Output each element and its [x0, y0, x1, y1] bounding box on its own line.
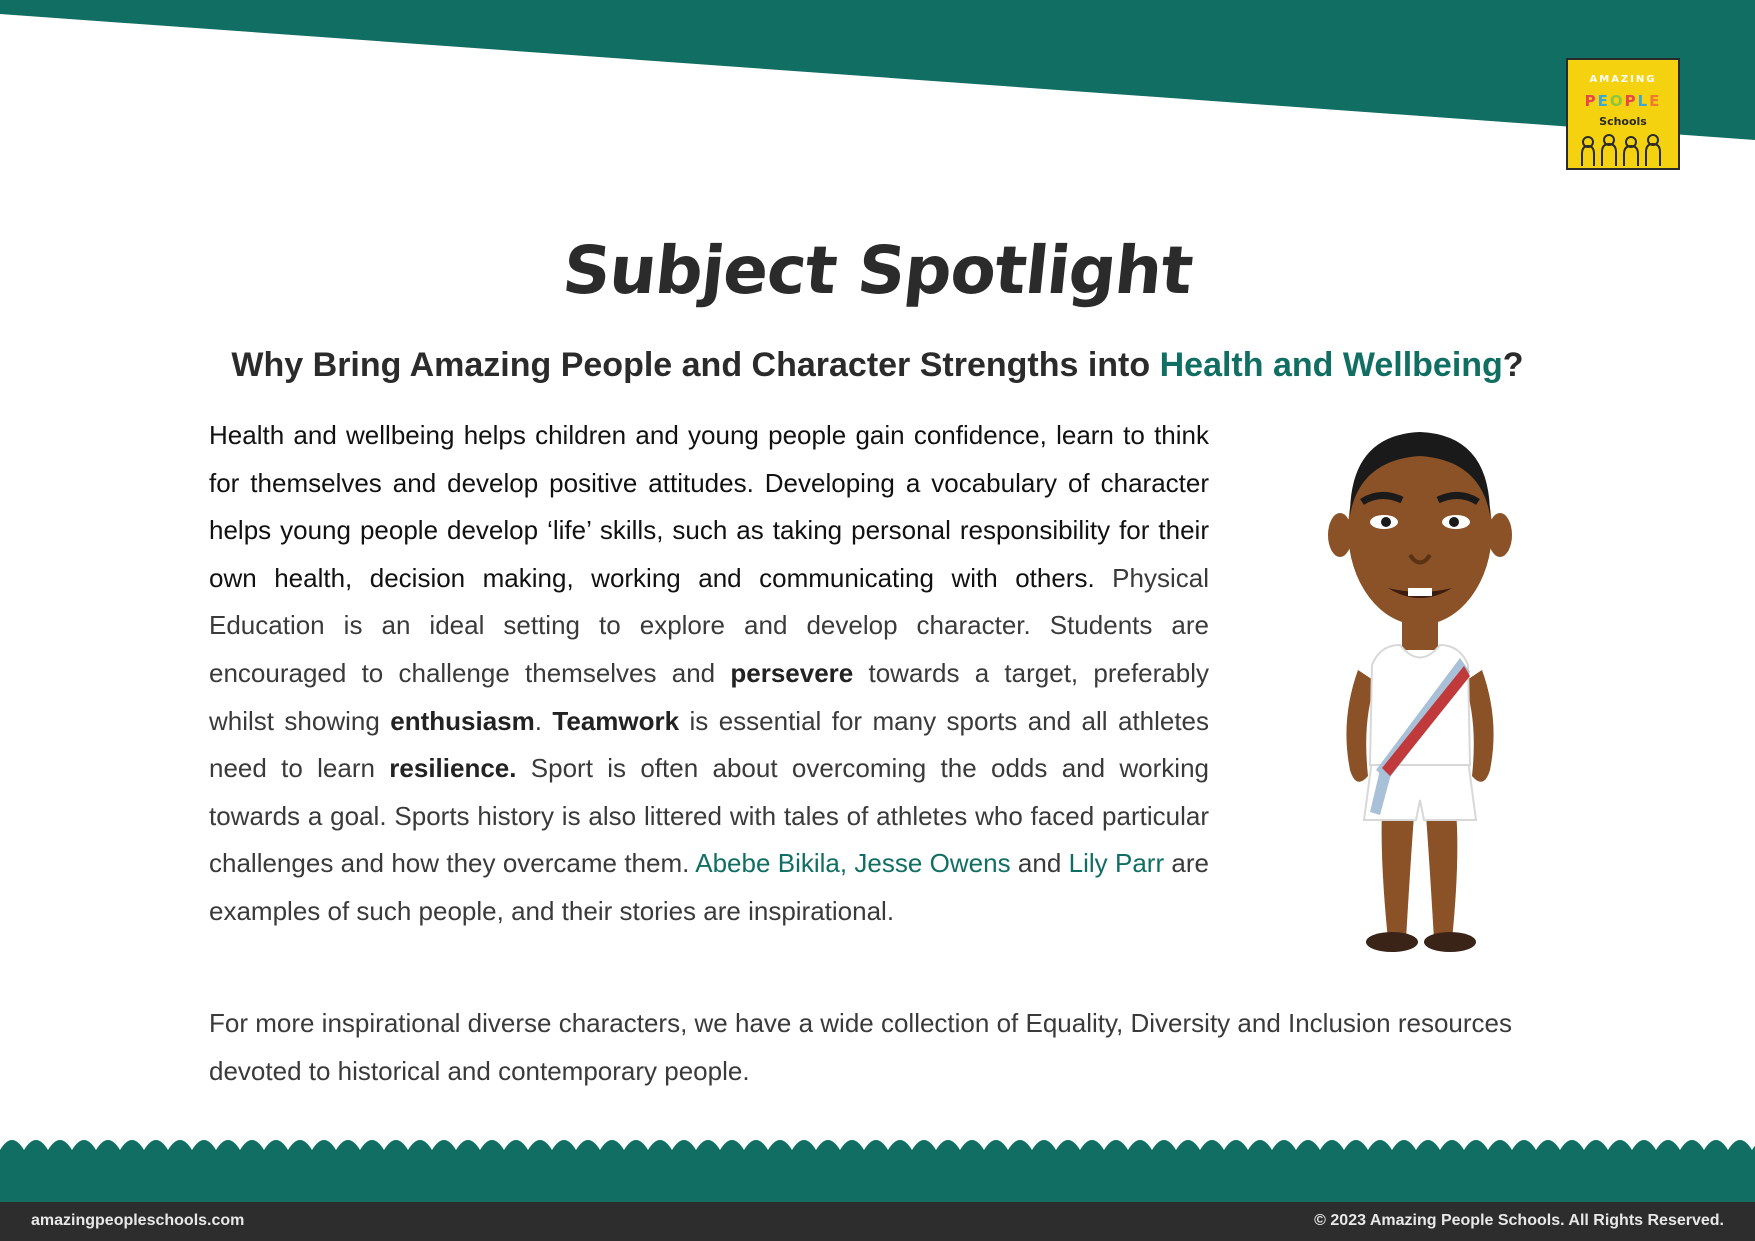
keyword-persevere: persevere: [730, 657, 854, 688]
ending-text: are examples of such people, and their stories are inspirational.: [209, 848, 1210, 926]
amazing-people-schools-logo: [1566, 58, 1680, 170]
footer-wave-band: [0, 1130, 1755, 1202]
subtitle-suffix: ?: [1502, 346, 1524, 384]
subtitle-highlight: Health and Wellbeing: [1159, 346, 1503, 384]
pe-text-4: is essential for many sports and all athletes need to learn: [209, 705, 1210, 784]
keyword-resilience: resilience.: [389, 753, 517, 784]
people-link-bikila-owens[interactable]: Abebe Bikila, Jesse Owens: [695, 848, 1011, 879]
logo-line-people: PEOPLE: [1584, 92, 1662, 110]
footer-website[interactable]: amazingpeopleschools.com: [31, 1212, 245, 1229]
footer-copyright: © 2023 Amazing People Schools. All Rights Reserved.: [1314, 1212, 1724, 1229]
main-paragraph: [209, 412, 1209, 936]
page-title: Subject Spotlight: [559, 232, 1196, 309]
logo-line-schools: Schools: [1599, 115, 1647, 128]
keyword-teamwork: Teamwork: [552, 705, 680, 736]
header-teal-band: [0, 0, 1755, 150]
page-subtitle: [0, 346, 1755, 385]
pe-text-5: Sport is often about overcoming the odds and working towards a goal. Sports history is also littered with tales of athletes who faced particular challenges and how they overcame them.: [209, 753, 1209, 879]
subtitle-prefix: Why Bring Amazing People and Character Strengths into: [231, 346, 1160, 384]
intro-text: Health and wellbeing helps children and young people gain confidence, learn to think for themselves and develop positive attitudes. Developing a vocabulary of character helps young people develop ‘life’ skills, such as taking personal responsibility for their own health, decision making, working and communicating with others.: [209, 420, 1209, 593]
people-link-lily-parr[interactable]: Lily Parr: [1068, 848, 1165, 879]
pe-text-3: .: [534, 705, 553, 736]
keyword-enthusiasm: enthusiasm: [390, 705, 535, 736]
pe-text-1: Physical Education is an ideal setting to explore and develop character. Students are encouraged to challenge themselves and: [209, 562, 1209, 688]
pe-text-2: towards a target, preferably whilst showing: [209, 657, 1209, 736]
athlete-character-illustration: [1310, 420, 1530, 960]
logo-line-amazing: AMAZING: [1589, 74, 1657, 85]
and-text: and: [1010, 848, 1069, 879]
logo-silhouettes-icon: [1578, 134, 1670, 166]
edi-resources-paragraph: For more inspirational diverse characters, we have a wide collection of Equality, Diversity and Inclusion resources devoted to historical and contemporary people.: [209, 1008, 1512, 1086]
footer-bar: [0, 1202, 1755, 1241]
